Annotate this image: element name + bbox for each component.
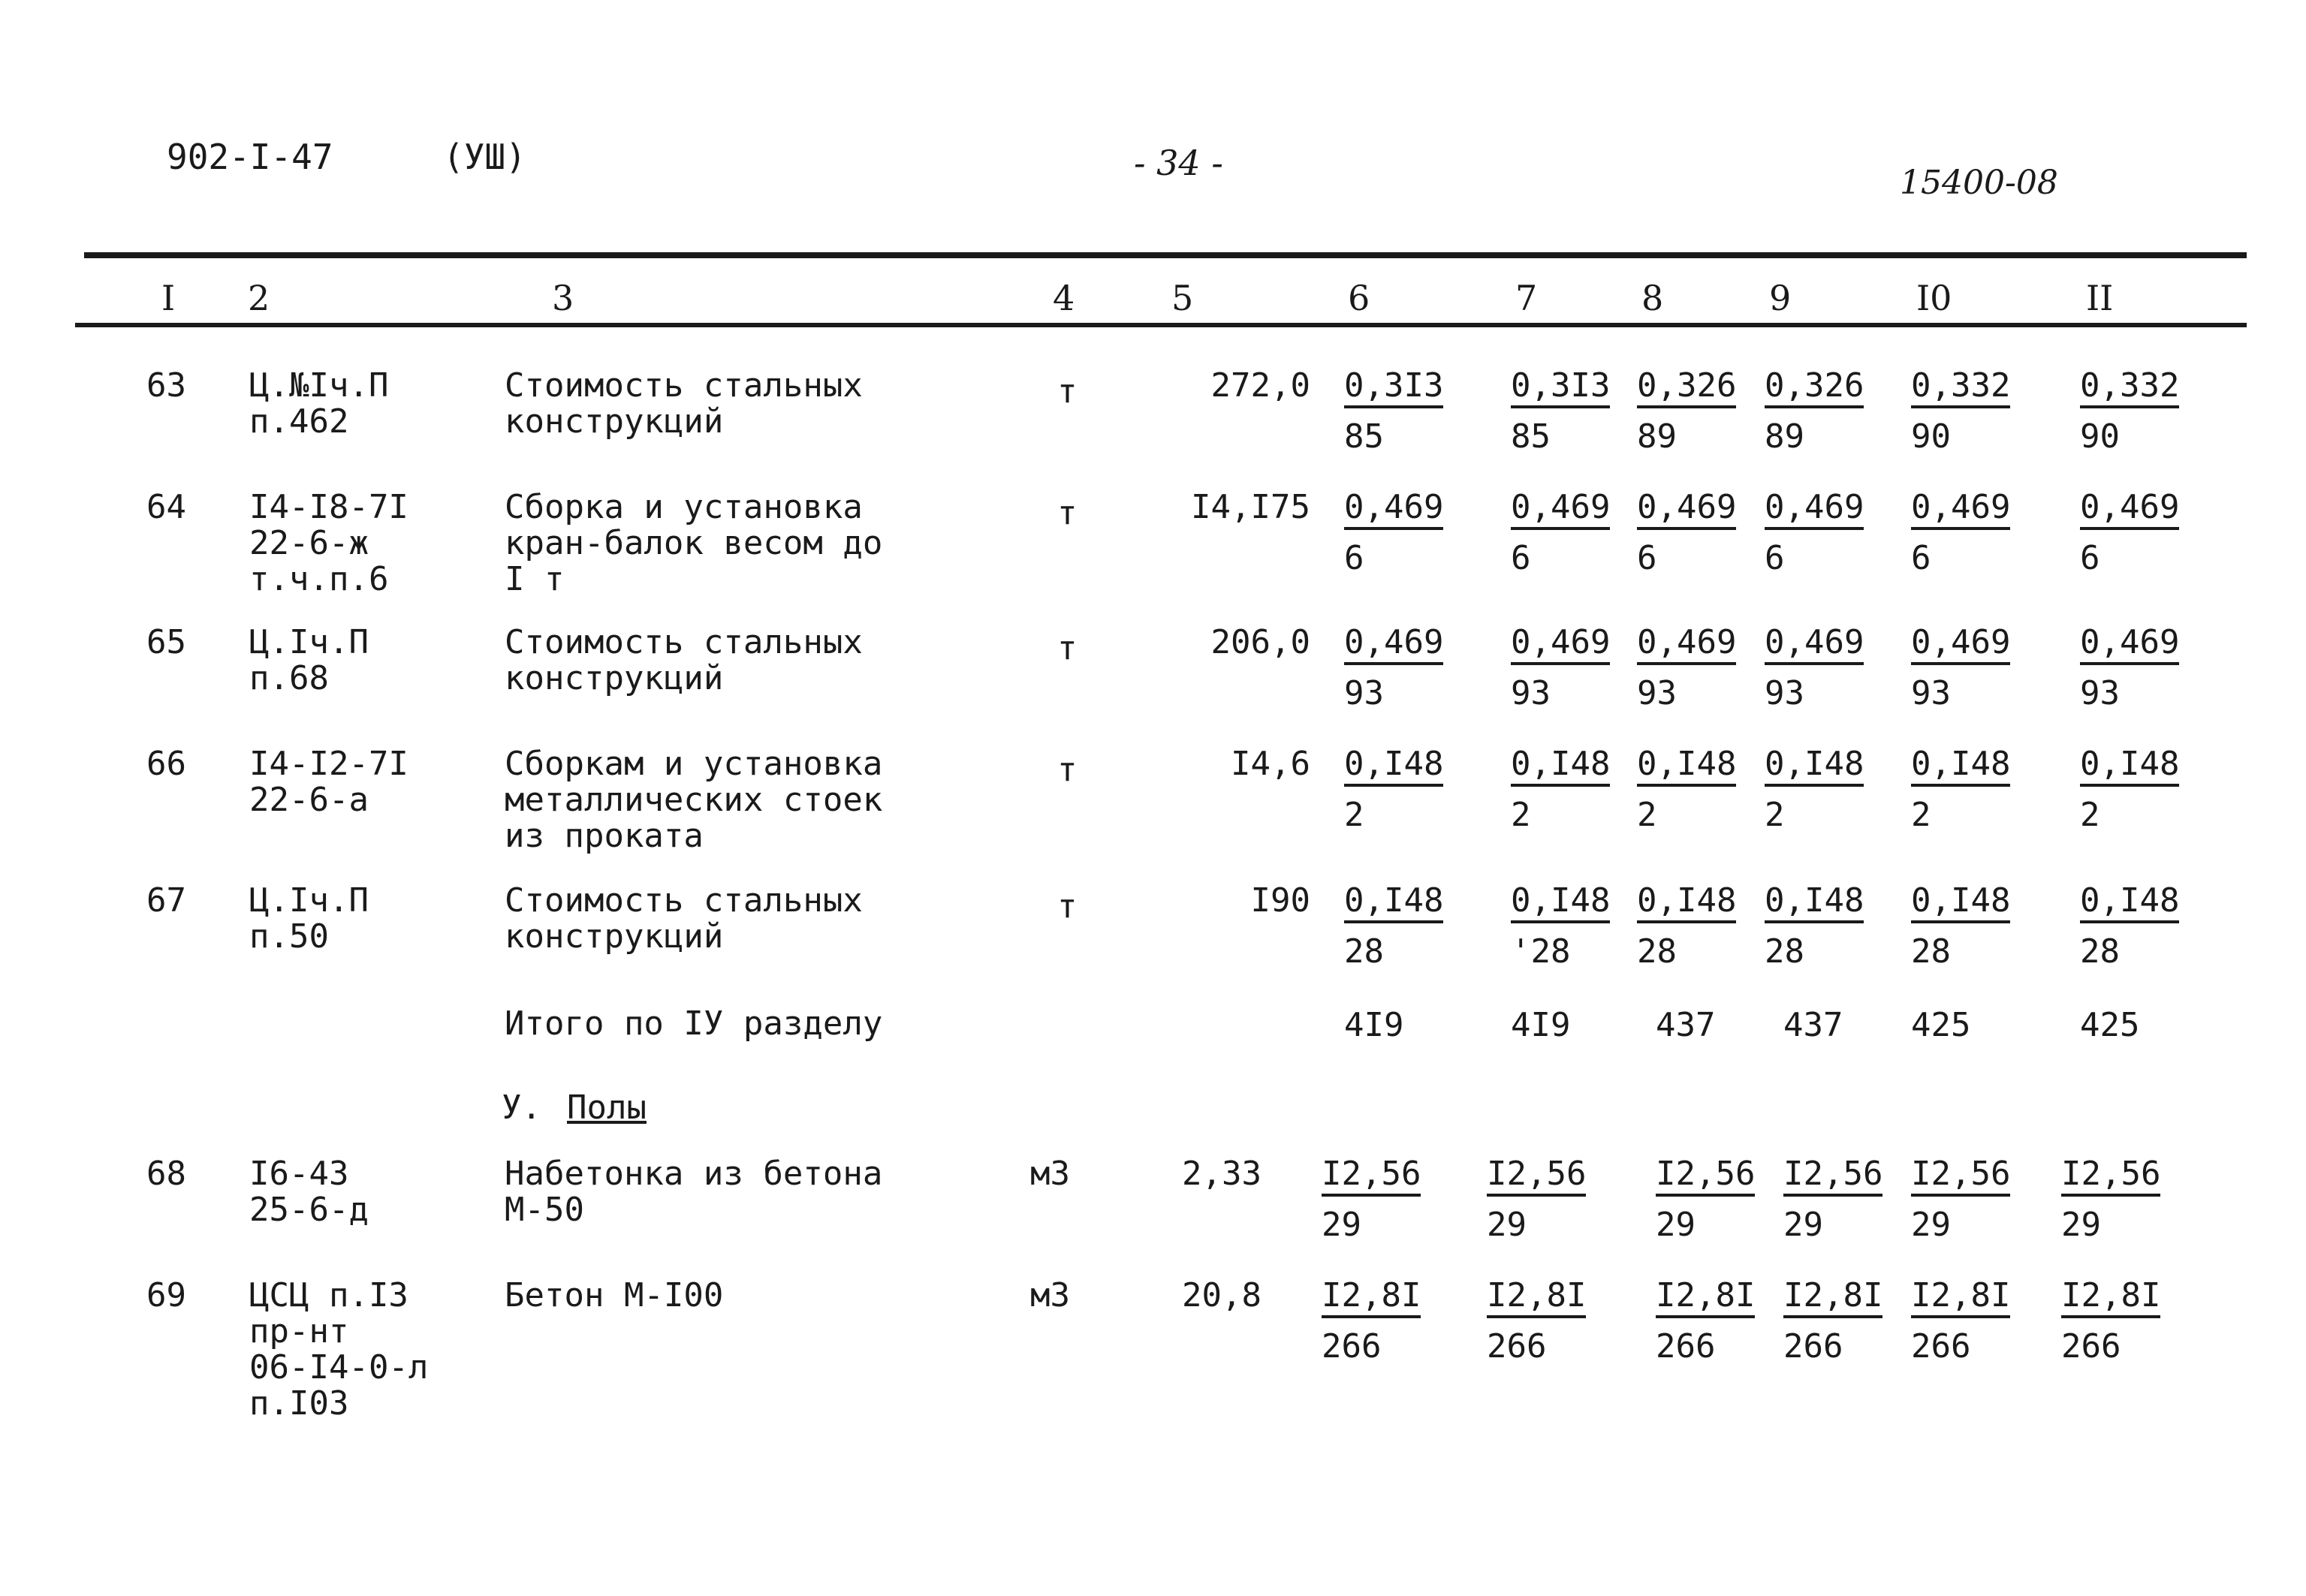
unit-cost-value: 0,469 [1637, 489, 1736, 530]
total-cost-value: 6 [1344, 539, 1364, 577]
row-number: 65 [146, 623, 186, 661]
cost-fraction [1656, 1156, 1755, 1243]
total-cost-value: 6 [1511, 539, 1531, 577]
cost-fraction [1637, 746, 1736, 833]
cost-fraction [1322, 1156, 1421, 1243]
cost-fraction [1911, 746, 2010, 833]
quantity: 2,33 [1182, 1155, 1262, 1193]
unit-cost-value: 0,I48 [1637, 746, 1736, 787]
total-cost-value: 2 [1511, 796, 1531, 834]
unit-cost-value: 0,469 [2080, 625, 2179, 665]
row-number: 63 [146, 366, 186, 405]
unit-cost-value: 0,469 [1911, 625, 2010, 665]
total-cost-value: 85 [1511, 417, 1551, 456]
unit-cost-value: 0,469 [1344, 489, 1443, 530]
unit-cost-value: 0,469 [1511, 625, 1610, 665]
total-cost-value: '28 [1511, 932, 1571, 971]
unit-cost-value: I2,56 [1783, 1156, 1882, 1197]
page-number: - 34 - [1134, 143, 1223, 183]
cost-fraction [1344, 746, 1443, 833]
work-description: Стоимость стальных конструкций [505, 366, 863, 441]
cost-fraction [1487, 1278, 1586, 1365]
unit-cost-value: I2,8I [1911, 1278, 2010, 1318]
unit-cost-value: 0,I48 [1765, 883, 1864, 923]
cost-fraction [1911, 1278, 2010, 1365]
column-number-7: 7 [1515, 278, 1538, 318]
total-cost-value: 28 [1344, 932, 1384, 971]
unit-cost-value: 0,I48 [1911, 883, 2010, 923]
cost-fraction [1765, 625, 1864, 712]
row-number: 66 [146, 745, 186, 783]
cost-fraction [2080, 489, 2179, 577]
quantity: 206,0 [1210, 623, 1310, 661]
unit-cost-value: 0,3I3 [1511, 368, 1610, 408]
total-cost-value: 90 [1911, 417, 1951, 456]
unit-cost-value: 0,469 [1511, 489, 1610, 530]
subtotal-value: 437 [1656, 1006, 1716, 1044]
work-description: Бетон М-I00 [505, 1276, 724, 1314]
total-cost-value: 28 [2080, 932, 2120, 971]
cost-fraction [1765, 883, 1864, 970]
total-cost-value: 29 [1783, 1206, 1823, 1244]
unit-cost-value: 0,326 [1765, 368, 1864, 408]
row-number: 69 [146, 1276, 186, 1314]
total-cost-value: 89 [1637, 417, 1677, 456]
column-number-4: 4 [1053, 278, 1075, 318]
column-number-2: 2 [248, 278, 270, 318]
unit-cost-value: I2,8I [1487, 1278, 1586, 1318]
total-cost-value: 266 [1656, 1327, 1716, 1366]
work-description: Сборкам и установка металлических стоек из проката [505, 745, 883, 855]
cost-fraction [1637, 625, 1736, 712]
total-cost-value: 2 [2080, 796, 2100, 834]
unit-cost-value: 0,469 [2080, 489, 2179, 530]
column-number-11: II [2086, 278, 2114, 318]
cost-fraction [2080, 368, 2179, 455]
subtotal-label: Итого по IУ разделу [505, 1004, 883, 1043]
subtotal-value: 425 [1911, 1006, 1971, 1044]
unit-cost-value: I2,56 [1656, 1156, 1755, 1197]
total-cost-value: 93 [1911, 674, 1951, 712]
subtotal-value: 4I9 [1511, 1006, 1571, 1044]
unit-cost-value: I2,56 [1487, 1156, 1586, 1197]
unit-of-measure: т [1057, 494, 1078, 532]
unit-of-measure: т [1057, 372, 1078, 411]
cost-fraction [1911, 1156, 2010, 1243]
cost-fraction [2061, 1156, 2160, 1243]
unit-cost-value: 0,I48 [1911, 746, 2010, 787]
quantity: I90 [1250, 881, 1310, 920]
norm-code: Ц.Iч.П п.50 [249, 881, 369, 956]
unit-cost-value: 0,I48 [2080, 746, 2179, 787]
total-cost-value: 2 [1911, 796, 1931, 834]
total-cost-value: 93 [1344, 674, 1384, 712]
cost-fraction [1637, 883, 1736, 970]
total-cost-value: 266 [1783, 1327, 1843, 1366]
unit-cost-value: 0,I48 [1637, 883, 1736, 923]
cost-fraction [1637, 368, 1736, 455]
cost-fraction [1511, 625, 1610, 712]
total-cost-value: 93 [1765, 674, 1804, 712]
unit-cost-value: 0,332 [2080, 368, 2179, 408]
cost-fraction [2061, 1278, 2160, 1365]
total-cost-value: 29 [1656, 1206, 1696, 1244]
unit-cost-value: 0,I48 [1344, 746, 1443, 787]
unit-cost-value: 0,I48 [2080, 883, 2179, 923]
norm-code: Ц.№Iч.П п.462 [249, 366, 389, 441]
section-title: Полы [567, 1089, 647, 1127]
unit-cost-value: 0,I48 [1511, 883, 1610, 923]
quantity: I4,I75 [1191, 488, 1310, 526]
total-cost-value: 93 [1511, 674, 1551, 712]
cost-fraction [1783, 1278, 1882, 1365]
column-number-1: I [161, 278, 176, 318]
column-number-8: 8 [1641, 278, 1664, 318]
total-cost-value: 89 [1765, 417, 1804, 456]
cost-fraction [1765, 368, 1864, 455]
unit-cost-value: I2,56 [2061, 1156, 2160, 1197]
total-cost-value: 85 [1344, 417, 1384, 456]
total-cost-value: 28 [1765, 932, 1804, 971]
unit-cost-value: I2,8I [2061, 1278, 2160, 1318]
cost-fraction [1511, 489, 1610, 577]
cost-fraction [1656, 1278, 1755, 1365]
column-number-9: 9 [1769, 278, 1792, 318]
subtotal-value: 4I9 [1344, 1006, 1404, 1044]
work-description: Набетонка из бетона М-50 [505, 1155, 883, 1229]
cost-fraction [1344, 883, 1443, 970]
table-header-rule [75, 323, 2247, 327]
subtotal-value: 425 [2080, 1006, 2140, 1044]
unit-cost-value: 0,469 [1637, 625, 1736, 665]
total-cost-value: 2 [1637, 796, 1657, 834]
unit-of-measure: т [1057, 629, 1078, 667]
total-cost-value: 29 [1911, 1206, 1951, 1244]
norm-code: I4-I8-7I 22-6-ж т.ч.п.6 [249, 488, 408, 598]
total-cost-value: 6 [1765, 539, 1785, 577]
total-cost-value: 28 [1911, 932, 1951, 971]
cost-fraction [1511, 746, 1610, 833]
cost-fraction [1783, 1156, 1882, 1243]
cost-fraction [1487, 1156, 1586, 1243]
norm-code: I4-I2-7I 22-6-а [249, 745, 408, 819]
unit-cost-value: I2,8I [1322, 1278, 1421, 1318]
cost-fraction [1911, 489, 2010, 577]
unit-of-measure: т [1057, 887, 1078, 926]
unit-cost-value: 0,469 [1765, 625, 1864, 665]
unit-cost-value: I2,8I [1656, 1278, 1755, 1318]
total-cost-value: 266 [1322, 1327, 1382, 1366]
column-number-6: 6 [1348, 278, 1370, 318]
total-cost-value: 93 [2080, 674, 2120, 712]
total-cost-value: 90 [2080, 417, 2120, 456]
unit-cost-value: 0,332 [1911, 368, 2010, 408]
total-cost-value: 29 [2061, 1206, 2101, 1244]
table-top-rule [84, 252, 2247, 258]
norm-code: Ц.Iч.П п.68 [249, 623, 369, 697]
unit-cost-value: I2,8I [1783, 1278, 1882, 1318]
quantity: I4,6 [1231, 745, 1310, 783]
cost-fraction [1344, 368, 1443, 455]
total-cost-value: 266 [2061, 1327, 2121, 1366]
column-number-5: 5 [1171, 278, 1194, 318]
total-cost-value: 28 [1637, 932, 1677, 971]
total-cost-value: 6 [2080, 539, 2100, 577]
unit-cost-value: I2,56 [1322, 1156, 1421, 1197]
quantity: 272,0 [1210, 366, 1310, 405]
inventory-number: 15400-08 [1900, 164, 2058, 202]
unit-cost-value: 0,326 [1637, 368, 1736, 408]
cost-fraction [1322, 1278, 1421, 1365]
total-cost-value: 6 [1911, 539, 1931, 577]
quantity: 20,8 [1182, 1276, 1262, 1314]
cost-fraction [1511, 883, 1610, 970]
total-cost-value: 266 [1911, 1327, 1971, 1366]
total-cost-value: 29 [1487, 1206, 1527, 1244]
cost-fraction [2080, 746, 2179, 833]
cost-fraction [1344, 625, 1443, 712]
work-description: Стоимость стальных конструкций [505, 881, 863, 956]
cost-fraction [2080, 883, 2179, 970]
cost-fraction [1344, 489, 1443, 577]
unit-of-measure: м3 [1030, 1276, 1070, 1314]
unit-cost-value: 0,469 [1911, 489, 2010, 530]
unit-cost-value: 0,I48 [1765, 746, 1864, 787]
unit-cost-value: 0,469 [1765, 489, 1864, 530]
cost-fraction [1637, 489, 1736, 577]
cost-fraction [2080, 625, 2179, 712]
cost-fraction [1511, 368, 1610, 455]
norm-code: ЦСЦ п.I3 пр-нт 06-I4-0-л п.I03 [249, 1276, 429, 1423]
row-number: 67 [146, 881, 186, 920]
row-number: 64 [146, 488, 186, 526]
work-description: Сборка и установка кран-балок весом до I т [505, 488, 883, 598]
section-prefix: У. [502, 1089, 541, 1127]
column-number-10: I0 [1916, 278, 1952, 318]
work-description: Стоимость стальных конструкций [505, 623, 863, 697]
row-number: 68 [146, 1155, 186, 1193]
unit-cost-value: I2,56 [1911, 1156, 2010, 1197]
total-cost-value: 6 [1637, 539, 1657, 577]
unit-cost-value: 0,I48 [1511, 746, 1610, 787]
document-series: (УШ) [443, 137, 526, 177]
total-cost-value: 2 [1344, 796, 1364, 834]
unit-cost-value: 0,3I3 [1344, 368, 1443, 408]
column-number-3: 3 [552, 278, 574, 318]
unit-of-measure: т [1057, 751, 1078, 789]
total-cost-value: 29 [1322, 1206, 1361, 1244]
cost-fraction [1911, 625, 2010, 712]
unit-cost-value: 0,469 [1344, 625, 1443, 665]
subtotal-value: 437 [1783, 1006, 1843, 1044]
unit-cost-value: 0,I48 [1344, 883, 1443, 923]
cost-fraction [1911, 368, 2010, 455]
cost-fraction [1911, 883, 2010, 970]
total-cost-value: 2 [1765, 796, 1785, 834]
cost-fraction [1765, 489, 1864, 577]
total-cost-value: 266 [1487, 1327, 1547, 1366]
total-cost-value: 93 [1637, 674, 1677, 712]
document-code: 902-I-47 [167, 137, 333, 177]
unit-of-measure: м3 [1030, 1155, 1070, 1193]
norm-code: I6-43 25-6-д [249, 1155, 369, 1229]
cost-fraction [1765, 746, 1864, 833]
